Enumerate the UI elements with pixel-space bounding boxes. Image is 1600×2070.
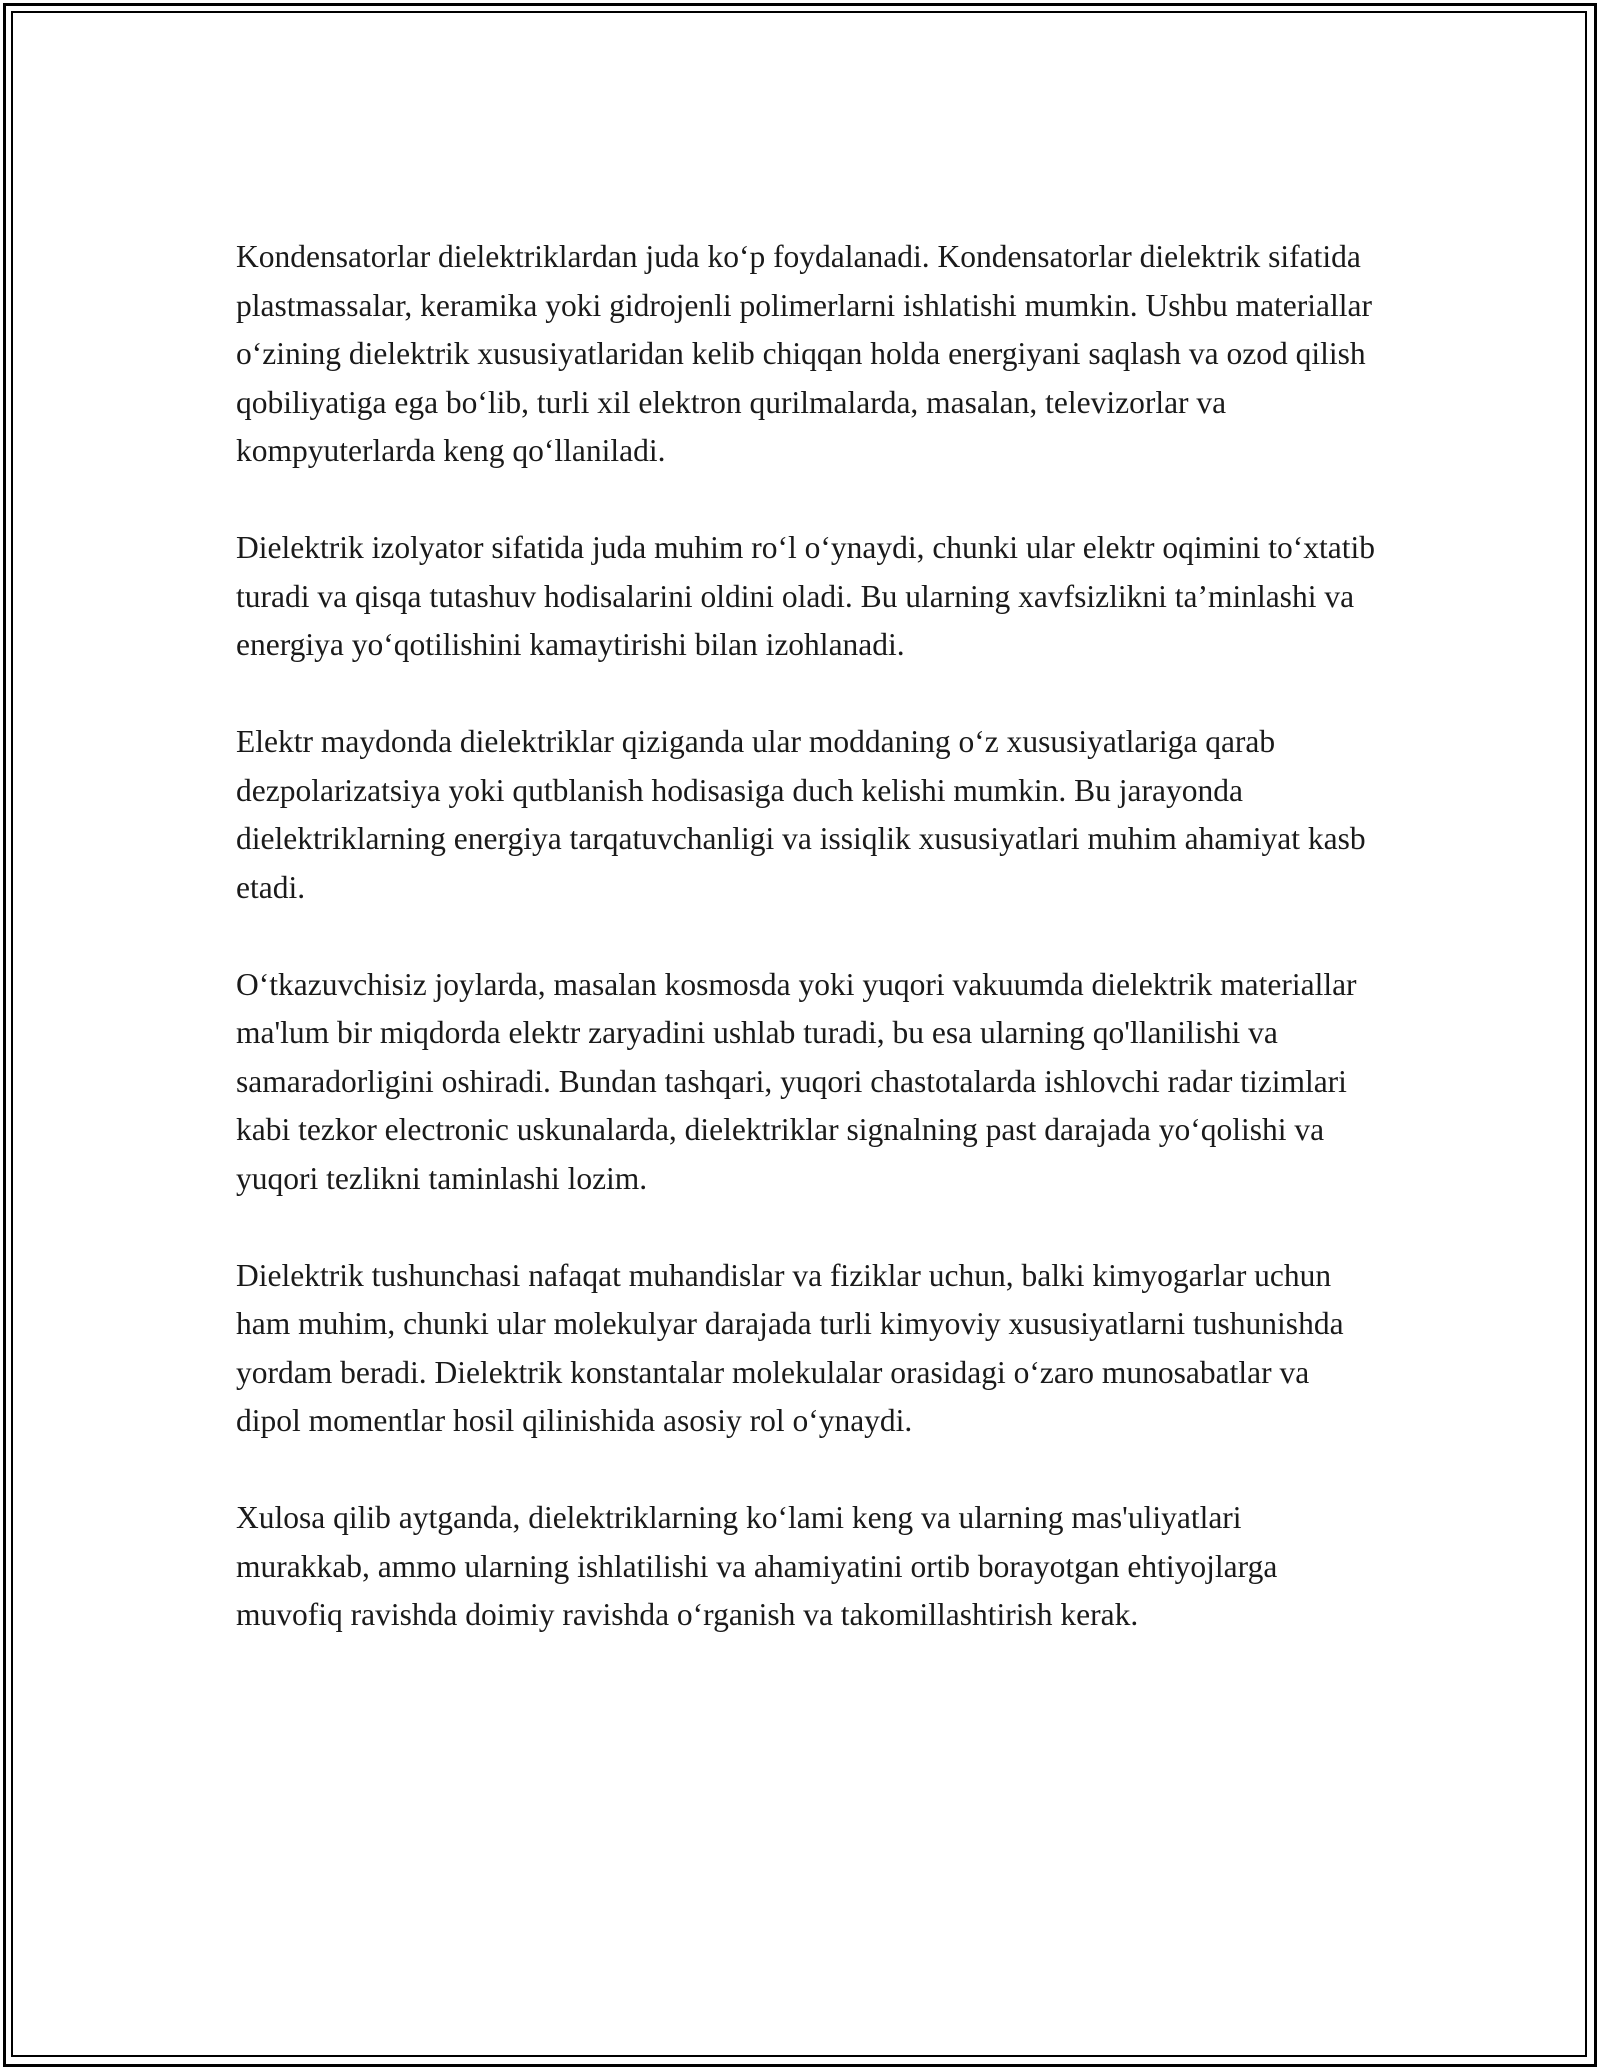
paragraph-5: Dielektrik tushunchasi nafaqat muhandislar va fiziklar uchun, balki kimyogarlar uchun ham muhim, chunki ular molekulyar darajada turli kimyoviy xususiyatlarni tushunishda yordam beradi. Dielektrik konstantalar molekulalar orasidagi o‘zaro munosabatlar va dipol momentlar hosil qilinishida asosiy rol o‘ynaydi.: [236, 1257, 1344, 1438]
paragraph-6: Xulosa qilib aytganda, dielektriklarning ko‘lami keng va ularning mas'uliyatlari murakkab, ammo ularning ishlatilishi va ahamiyatini ortib borayotgan ehtiyojlarga muvofiq ravishda doimiy ravishda o‘rganish va takomillashtirish kerak.: [236, 1500, 1278, 1632]
paragraph-3: Elektr maydonda dielektriklar qiziganda ular moddaning o‘z xususiyatlariga qarab dezpolarizatsiya yoki qutblanish hodisasiga duch kelishi mumkin. Bu jarayonda dielektriklarning energiya tarqatuvchanligi va issiqlik xususiyatlari muhim ahamiyat kasb etadi.: [236, 724, 1366, 905]
paragraph-1: Kondensatorlar dielektriklardan juda ko‘p foydalanadi. Kondensatorlar dielektrik sifatida plastmassalar, keramika yoki gidrojenli polimerlarni ishlatishi mumkin. Ushbu materiallar o‘zining dielektrik xususiyatlaridan kelib chiqqan holda energiyani saqlash va ozod qilish qobiliyatiga ega bo‘lib, turli xil elektron qurilmalarda, masalan, televizorlar va kompyuterlarda keng qo‘llaniladi.: [236, 239, 1372, 468]
paragraph-2: Dielektrik izolyator sifatida juda muhim ro‘l o‘ynaydi, chunki ular elektr oqimini to‘xtatib turadi va qisqa tutashuv hodisalarini oldini oladi. Bu ularning xavfsizlikni ta’minlashi va energiya yo‘qotilishini kamaytirishi bilan izohlanadi.: [236, 530, 1375, 662]
document-body: [236, 233, 1376, 1640]
paragraph-4: O‘tkazuvchisiz joylarda, masalan kosmosda yoki yuqori vakuumda dielektrik materiallar ma'lum bir miqdorda elektr zaryadini ushlab turadi, bu esa ularning qo'llanilishi va samaradorligini oshiradi. Bundan tashqari, yuqori chastotalarda ishlovchi radar tizimlari kabi tezkor electronic uskunalarda, dielektriklar signalning past darajada yo‘qolishi va yuqori tezlikni taminlashi lozim.: [236, 966, 1357, 1196]
